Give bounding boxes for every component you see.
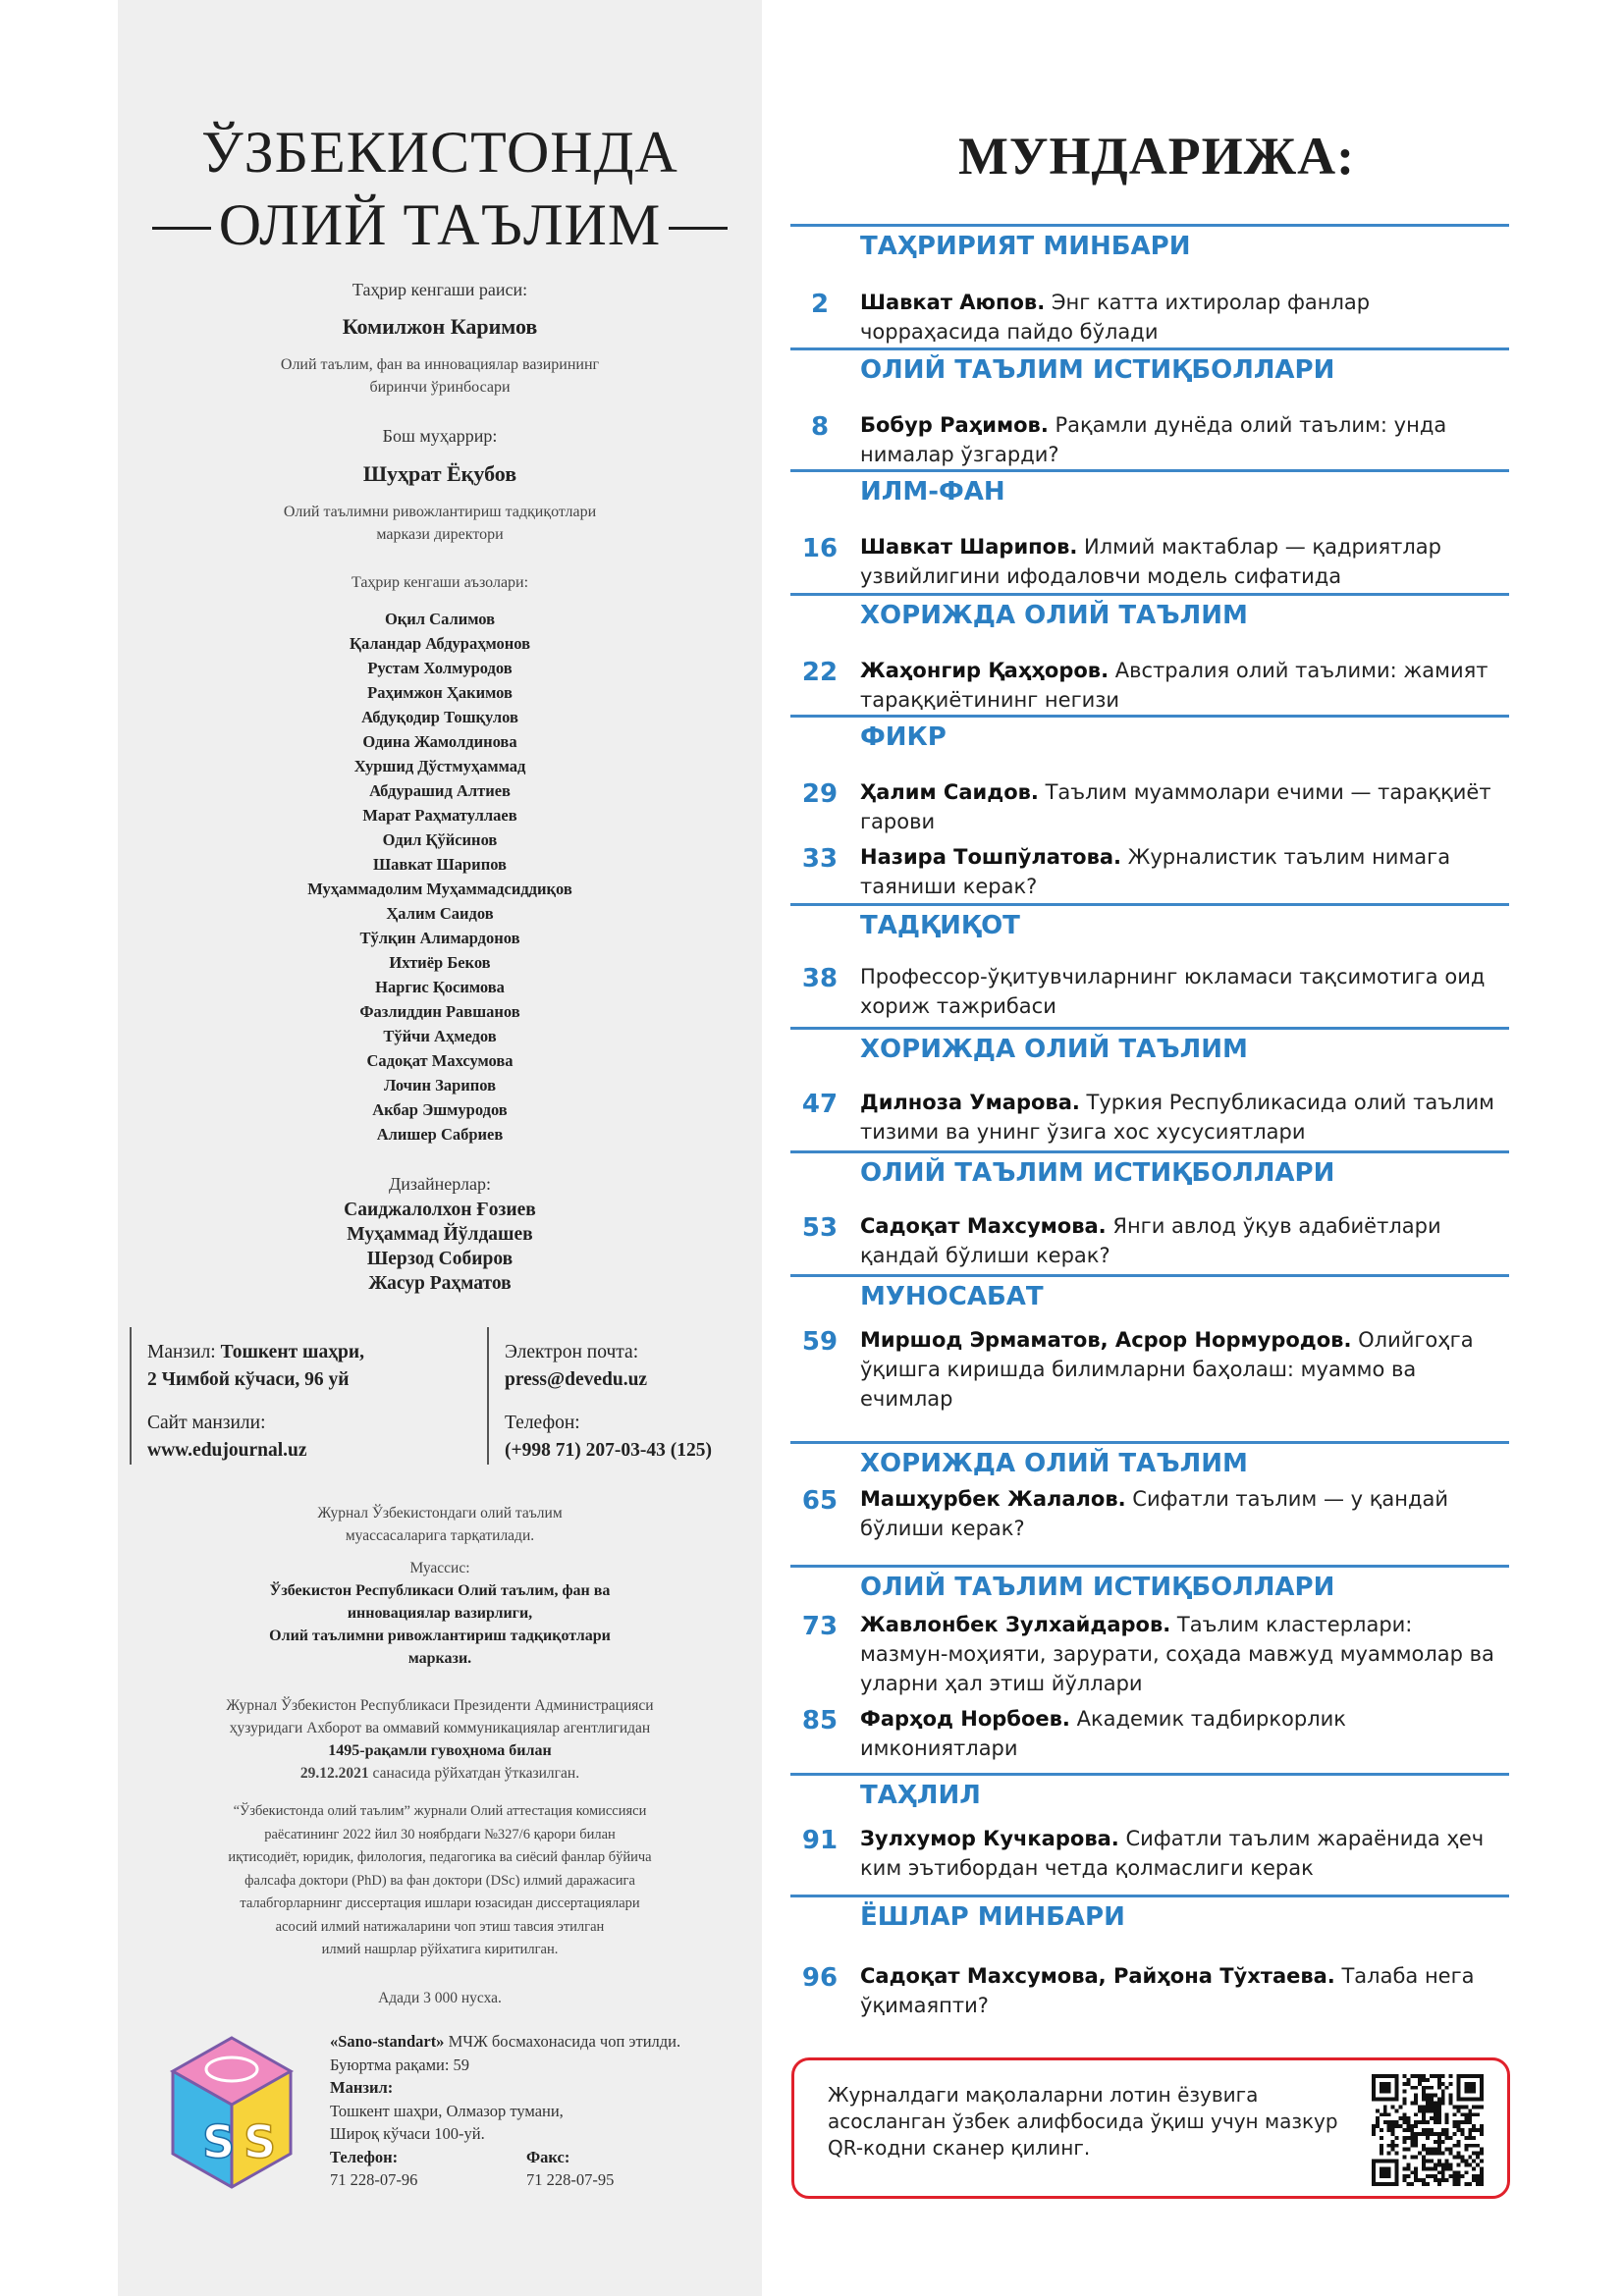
page-number[interactable]: 29 <box>801 779 839 809</box>
qr-notice-text: Журналдаги мақолаларни лотин ёзувига асосланган ўзбек алифбосида ўқиш учун мазкур QR-кодни сканер қилинг. <box>828 2083 1338 2160</box>
printer-name: «Sano-standart» <box>330 2032 445 2051</box>
section-rule <box>790 224 1509 227</box>
email-label: Электрон почта: <box>505 1342 639 1362</box>
page-number[interactable]: 8 <box>810 412 830 442</box>
section-rule <box>790 1027 1509 1030</box>
board-member: Абдуқодир Тошқулов <box>361 708 518 726</box>
section-rule <box>790 1773 1509 1776</box>
board-member: Наргис Қосимова <box>375 978 505 996</box>
page-number[interactable]: 73 <box>801 1612 839 1641</box>
section-rule <box>790 469 1509 472</box>
printer-address-line2: Широқ кўчаси 100-уй. <box>330 2124 485 2143</box>
toc-entry[interactable] <box>860 410 1498 469</box>
section-rule <box>790 715 1509 718</box>
vak-notice-line: талабгорларнинг диссертация ишлари юзасидан диссертациялари <box>240 1896 640 1911</box>
registration-tail: санасида рўйхатдан ўтказилган. <box>368 1765 580 1782</box>
address-block <box>147 1339 364 1394</box>
board-member: Садоқат Махсумова <box>366 1051 514 1070</box>
board-member: Алишер Сабриев <box>376 1125 504 1144</box>
address-line1: Тошкент шаҳри, <box>220 1342 364 1362</box>
entry-author: Фарҳод Норбоев. <box>860 1707 1070 1731</box>
qr-code-icon[interactable] <box>1372 2074 1484 2186</box>
sano-standart-logo <box>163 2030 300 2197</box>
toc-entry[interactable] <box>860 532 1498 591</box>
email-link[interactable]: press@devedu.uz <box>505 1369 648 1390</box>
page-number[interactable]: 2 <box>810 290 830 319</box>
chair-title-line1: Олий таълим, фан ва инновациялар вазирининг <box>280 356 600 373</box>
editor-title-line1: Олий таълимни ривожлантириш тадқиқотлари <box>283 504 597 520</box>
board-member: Марат Раҳматуллаев <box>362 806 517 825</box>
registration-date: 29.12.2021 <box>299 1765 369 1782</box>
editor-label: Бош муҳаррир: <box>382 426 498 446</box>
entry-title: Профессор-ўқитувчиларнинг юкламаси тақсимотига оид хориж тажрибаси <box>860 965 1486 1018</box>
address-line2: 2 Чимбой кўчаси, 96 уй <box>147 1369 350 1390</box>
board-member: Тўйчи Аҳмедов <box>383 1027 497 1045</box>
section-title[interactable]: МУНОСАБАТ <box>860 1282 1044 1311</box>
vak-notice <box>118 1800 762 1962</box>
board-member: Фазлиддин Равшанов <box>359 1002 520 1021</box>
entry-author: Ҳалим Саидов. <box>860 780 1039 804</box>
phone-label: Телефон: <box>505 1413 580 1433</box>
entry-title: Энг катта ихтиролар фанлар чорраҳасида пайдо бўлади <box>860 291 1371 344</box>
printer-fax-label: Факс: <box>526 2147 570 2166</box>
toc-entry[interactable] <box>860 1610 1498 1698</box>
chair-name: Комилжон Каримов <box>342 314 538 339</box>
entry-title: Журналистик таълим нимага таяниши керак? <box>860 845 1451 898</box>
contact-divider-middle <box>487 1327 489 1465</box>
address-label: Манзил: <box>147 1342 216 1362</box>
members-list <box>118 607 762 1147</box>
entry-title: Рақамли дунёда олий таълим: унда нималар ўзгарди? <box>860 413 1447 466</box>
page-number[interactable]: 38 <box>801 964 839 993</box>
board-member: Шавкат Шарипов <box>373 855 507 874</box>
printer-phone: 71 228-07-96 <box>330 2170 418 2189</box>
entry-author: Шавкат Шарипов. <box>860 535 1078 559</box>
chair-title-line2: биринчи ўринбосари <box>369 379 511 396</box>
board-member: Қаландар Абдураҳмонов <box>350 634 530 653</box>
section-rule <box>790 347 1509 350</box>
vak-notice-line: фалсафа доктори (PhD) ва фан доктори (DSc) илмий даражасига <box>244 1872 635 1889</box>
distribution-line1: Журнал Ўзбекистондаги олий таълим <box>317 1505 563 1522</box>
founder-line4: маркази. <box>407 1650 472 1667</box>
email-block <box>505 1339 647 1394</box>
qr-notice-box <box>791 2057 1510 2199</box>
contact-divider-left <box>130 1327 132 1465</box>
designer: Саиджалолхон Ғозиев <box>344 1200 536 1220</box>
toc-entry[interactable] <box>860 1824 1498 1883</box>
section-rule <box>790 1150 1509 1153</box>
board-member: Одил Қўйсинов <box>382 830 498 849</box>
board-member: Абдурашид Алтиев <box>369 781 511 800</box>
board-member: Одина Жамолдинова <box>362 732 517 751</box>
toc-entry[interactable] <box>860 656 1498 715</box>
site-block <box>147 1410 307 1465</box>
board-member: Тўлқин Алимардонов <box>359 929 520 947</box>
page-number[interactable]: 47 <box>801 1090 839 1119</box>
entry-author: Машҳурбек Жалалов. <box>860 1487 1126 1511</box>
distribution-line2: муассасаларига тарқатилади. <box>345 1527 535 1544</box>
section-title[interactable]: ТАҲРИРИЯТ МИНБАРИ <box>860 232 1191 261</box>
section-rule <box>790 1895 1509 1897</box>
phone-block <box>505 1410 712 1465</box>
designer: Муҳаммад Йўлдашев <box>347 1224 533 1245</box>
entry-title: Таълим кластерлари: мазмун-моҳияти, зарурати, соҳада мавжуд муаммолар ва уларни ҳал этиш йўллари <box>860 1613 1494 1695</box>
board-member: Лочин Зарипов <box>383 1076 497 1095</box>
vak-notice-line: асосий илмий натижаларини чоп этиш тавсия этилган <box>275 1918 605 1935</box>
journal-title-line2 <box>118 192 762 257</box>
vak-notice-line: раёсатининг 2022 йил 30 ноябрдаги №327/6 қарори билан <box>264 1826 616 1842</box>
board-member: Раҳимжон Ҳакимов <box>367 683 513 702</box>
printer-phone-label: Телефон: <box>330 2147 399 2166</box>
journal-title-line2-text: ОЛИЙ ТАЪЛИМ <box>218 192 662 257</box>
entry-author: Садоқат Махсумова. <box>860 1214 1107 1238</box>
section-rule <box>790 903 1509 906</box>
toc-entry[interactable] <box>860 842 1498 901</box>
registration-number: 1495-рақамли гувоҳнома билан <box>328 1742 552 1759</box>
toc-entry[interactable] <box>860 1325 1498 1414</box>
entry-title: Сифатли таълим жараёнида ҳеч ким эътибордан четда қолмаслиги керак <box>860 1827 1485 1880</box>
svg-text:S: S <box>244 2115 277 2168</box>
founder-line2: инновациялар вазирлиги, <box>347 1605 533 1622</box>
section-title[interactable]: ТАҲЛИЛ <box>860 1781 981 1810</box>
page-number[interactable]: 16 <box>801 534 839 563</box>
toc-entry[interactable] <box>860 1211 1498 1270</box>
page-number[interactable]: 85 <box>801 1706 839 1735</box>
entry-author: Назира Тошпўлатова. <box>860 845 1122 869</box>
founder-label: Муассис: <box>409 1560 470 1576</box>
site-label: Сайт манзили: <box>147 1413 266 1433</box>
members-label: Таҳрир кенгаши аъзолари: <box>351 574 529 591</box>
page-number[interactable]: 91 <box>801 1826 839 1855</box>
editor-title-line2: маркази директори <box>376 526 504 543</box>
entry-title: Австралия олий таълими: жамият тараққиётининг негизи <box>860 659 1489 712</box>
designer: Шерзод Собиров <box>366 1249 514 1269</box>
title-rule-left <box>152 227 211 230</box>
entry-author: Жавлонбек Зулхайдаров. <box>860 1613 1171 1636</box>
site-link[interactable]: www.edujournal.uz <box>147 1440 307 1461</box>
section-title[interactable]: ТАДҚИҚОТ <box>860 911 1020 940</box>
svg-text:S: S <box>202 2115 236 2168</box>
toc-entry[interactable] <box>860 1088 1498 1147</box>
founder-line1: Ўзбекистон Республикаси Олий таълим, фан ва <box>269 1582 611 1599</box>
printer-fax: 71 228-07-95 <box>526 2170 615 2189</box>
toc-entry[interactable] <box>860 1961 1498 2020</box>
designers-list <box>118 1198 762 1296</box>
entry-author: Садоқат Махсумова, Райҳона Тўхтаева. <box>860 1964 1335 1988</box>
section-title[interactable]: ХОРИЖДА ОЛИЙ ТАЪЛИМ <box>860 1035 1248 1064</box>
registration-line2: ҳузуридаги Ахборот ва оммавий коммуникациялар агентлигидан <box>229 1720 651 1736</box>
section-rule <box>790 593 1509 596</box>
vak-notice-line: илмий нашрлар рўйхатига киритилган. <box>321 1942 559 1957</box>
toc-entry[interactable] <box>860 962 1498 1021</box>
toc-heading: МУНДАРИЖА: <box>957 127 1356 186</box>
board-member: Оқил Салимов <box>384 610 496 628</box>
registration-line1: Журнал Ўзбекистон Республикаси Президенти Администрацияси <box>226 1697 654 1714</box>
board-member: Ихтиёр Беков <box>389 953 491 972</box>
entry-title: Сифатли таълим — у қандай бўлиши керак? <box>860 1487 1449 1540</box>
printer-address-line1: Тошкент шаҳри, Олмазор тумани, <box>330 2101 564 2120</box>
page-number[interactable]: 59 <box>801 1327 839 1357</box>
vak-notice-line: “Ўзбекистонда олий таълим” журнали Олий аттестация комиссияси <box>233 1803 647 1819</box>
vak-notice-line: иқтисодиёт, юридик, филология, педагогика ва сиёсий фанлар бўйича <box>228 1849 652 1865</box>
section-rule <box>790 1274 1509 1277</box>
toc-entry[interactable] <box>860 777 1498 836</box>
section-title[interactable]: ОЛИЙ ТАЪЛИМ ИСТИҚБОЛЛАРИ <box>860 1573 1335 1602</box>
board-member: Хуршид Дўстмуҳаммад <box>353 757 526 775</box>
registration-date-line <box>118 1762 762 1785</box>
entry-author: Бобур Раҳимов. <box>860 413 1049 437</box>
title-rule-right <box>669 227 728 230</box>
board-member: Рустам Холмуродов <box>367 659 513 677</box>
entry-title: Илмий мактаблар — қадриятлар узвийлигини ифодаловчи модель сифатида <box>860 535 1441 588</box>
board-member: Акбар Эшмуродов <box>372 1100 508 1119</box>
section-title[interactable]: ЁШЛАР МИНБАРИ <box>860 1902 1125 1932</box>
printer-block <box>330 2030 742 2192</box>
journal-title-line1: ЎЗБЕКИСТОНДА <box>201 120 678 185</box>
page-number[interactable]: 65 <box>801 1486 839 1516</box>
entry-author: Миршод Эрмаматов, Асрор Нормуродов. <box>860 1328 1352 1352</box>
section-rule <box>790 1441 1509 1444</box>
toc-entry[interactable] <box>860 1704 1498 1763</box>
section-title[interactable]: ФИКР <box>860 722 947 752</box>
designer: Жасур Раҳматов <box>368 1273 512 1294</box>
entry-title: Академик тадбиркорлик имкониятлари <box>860 1707 1346 1760</box>
printer-name-tail: МЧЖ босмахонасида чоп этилди. <box>444 2032 681 2051</box>
entry-author: Жаҳонгир Қаҳҳоров. <box>860 659 1110 682</box>
section-rule <box>790 1565 1509 1568</box>
chair-label: Таҳрир кенгаши раиси: <box>352 280 528 299</box>
section-title[interactable]: ХОРИЖДА ОЛИЙ ТАЪЛИМ <box>860 601 1248 630</box>
entry-author: Зулхумор Кучкарова. <box>860 1827 1119 1850</box>
toc-entry[interactable] <box>860 1484 1498 1543</box>
entry-author: Шавкат Аюпов. <box>860 291 1046 314</box>
printer-name-line <box>330 2030 742 2054</box>
toc-entry[interactable] <box>860 288 1498 347</box>
page-number[interactable]: 33 <box>801 844 839 874</box>
printer-order: Буюртма рақами: 59 <box>330 2055 470 2074</box>
section-title[interactable]: ОЛИЙ ТАЪЛИМ ИСТИҚБОЛЛАРИ <box>860 355 1335 385</box>
editor-name: Шуҳрат Ёқубов <box>362 461 517 486</box>
phone-number: (+998 71) 207-03-43 (125) <box>505 1440 712 1461</box>
page-number[interactable]: 53 <box>801 1213 839 1243</box>
section-title[interactable]: ХОРИЖДА ОЛИЙ ТАЪЛИМ <box>860 1449 1248 1478</box>
entry-title: Янги авлод ўқув адабиётлари қандай бўлиши керак? <box>860 1214 1441 1267</box>
section-title[interactable]: ОЛИЙ ТАЪЛИМ ИСТИҚБОЛЛАРИ <box>860 1158 1335 1188</box>
founder-line3: Олий таълимни ривожлантириш тадқиқотлари <box>269 1628 611 1644</box>
section-title[interactable]: ИЛМ-ФАН <box>860 477 1005 507</box>
entry-title: Олийгоҳга ўқишга киришда билимларни баҳолаш: муаммо ва ечимлар <box>860 1328 1474 1411</box>
masthead-column <box>118 0 762 2296</box>
board-member: Ҳалим Саидов <box>386 904 494 923</box>
entry-title: Таълим муаммолари ечими — тараққиёт гарови <box>860 780 1491 833</box>
entry-title: Талаба нега ўқимаяпти? <box>860 1964 1475 2017</box>
page-number[interactable]: 22 <box>801 658 839 687</box>
page-number[interactable]: 96 <box>801 1963 839 1993</box>
circulation: Адади 3 000 нусха. <box>378 1990 502 2006</box>
printer-address-label: Манзил: <box>330 2078 394 2097</box>
designers-label: Дизайнерлар: <box>388 1174 491 1194</box>
entry-title: Туркия Республикасида олий таълим тизими ва унинг ўзига хос хусусиятлари <box>860 1091 1494 1144</box>
board-member: Муҳаммадолим Муҳаммадсиддиқов <box>307 880 572 898</box>
entry-author: Дилноза Умарова. <box>860 1091 1080 1114</box>
